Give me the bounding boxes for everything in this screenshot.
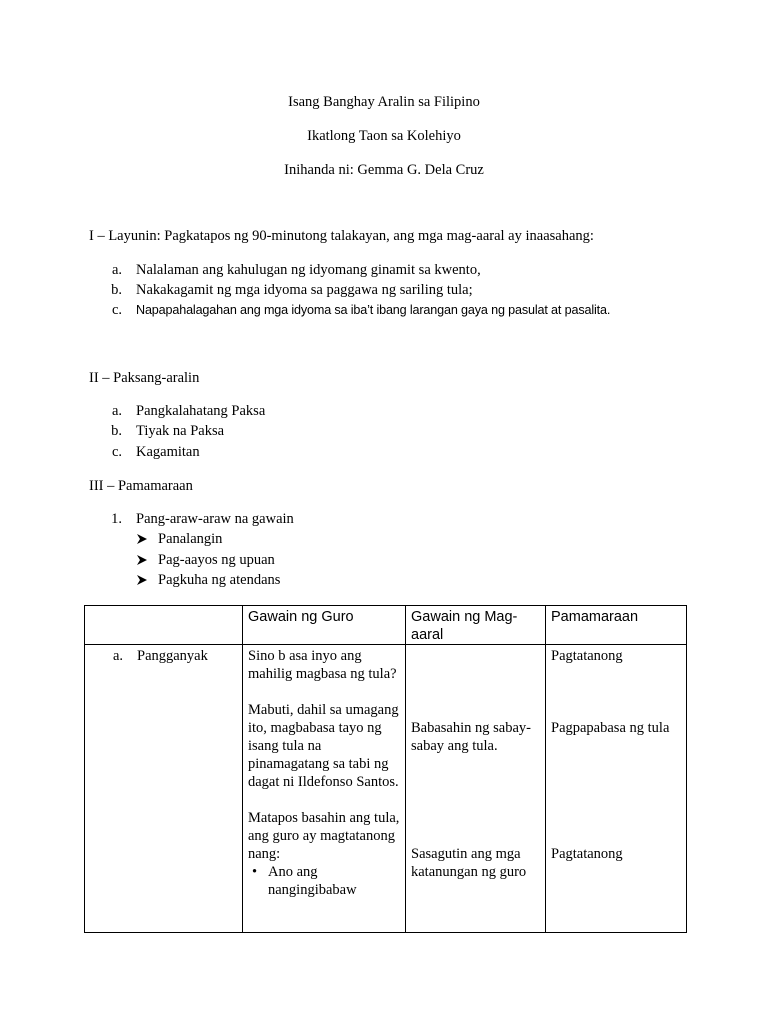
list-text: Nakakagamit ng mga idyoma sa paggawa ng sariling tula; bbox=[136, 282, 473, 298]
magaaral-line: Babasahin ng sabay-sabay ang tula. bbox=[411, 720, 531, 754]
row-label-text: Pangganyak bbox=[137, 648, 208, 664]
list-item: Pag-aayos ng upuan bbox=[158, 552, 275, 568]
row-label-letter: a. bbox=[113, 648, 124, 664]
list-text: Napapahalagahan ang mga idyoma sa iba’t ibang larangan gaya ng pasulat at pasalita. bbox=[136, 303, 611, 317]
table-header-cell: Gawain ng Guro bbox=[243, 606, 406, 645]
doc-level: Ikatlong Taon sa Kolehiyo bbox=[307, 128, 461, 144]
guro-line: Mabuti, dahil sa umagang ito, magbabasa tayo ng isang tula na pinamagatang sa tabi ng dagat ni Ildefonso Santos. bbox=[248, 702, 399, 790]
list-text: Nalalaman ang kahulugan ng idyomang ginamit sa kwento, bbox=[136, 262, 481, 278]
list-label: b. bbox=[111, 423, 122, 439]
list-text: Kagamitan bbox=[136, 444, 200, 460]
list-label: a. bbox=[111, 262, 122, 278]
guro-cell bbox=[243, 645, 406, 933]
arrow-bullet-icon bbox=[136, 554, 148, 566]
doc-title: Isang Banghay Aralin sa Filipino bbox=[288, 94, 480, 110]
pamamaraan-cell bbox=[546, 645, 687, 933]
section-2-heading: II – Paksang-aralin bbox=[89, 370, 200, 386]
list-label: c. bbox=[111, 444, 122, 460]
pamamaraan-line: Pagtatanong bbox=[551, 648, 623, 664]
lesson-plan-table bbox=[84, 605, 687, 933]
guro-bullet-list bbox=[248, 863, 400, 899]
table-row bbox=[85, 645, 687, 933]
guro-line: Matapos basahin ang tula, ang guro ay magtatanong nang: bbox=[248, 810, 400, 862]
magaaral-cell bbox=[406, 645, 546, 933]
step-text: Pang-araw-araw na gawain bbox=[136, 511, 294, 527]
arrow-bullet-icon bbox=[136, 574, 148, 586]
section-1-heading: I – Layunin: Pagkatapos ng 90-minutong talakayan, ang mga mag-aaral ay inaasahang: bbox=[89, 228, 594, 244]
list-text: Tiyak na Paksa bbox=[136, 423, 225, 439]
table-header-cell bbox=[85, 606, 243, 645]
arrow-bullet-icon bbox=[136, 533, 148, 545]
list-item: Pagkuha ng atendans bbox=[158, 572, 281, 588]
row-label-cell bbox=[85, 645, 243, 933]
magaaral-line: Sasagutin ang mga katanungan ng guro bbox=[411, 846, 527, 880]
section-3-heading: III – Pamamaraan bbox=[89, 478, 193, 494]
list-label: c. bbox=[111, 302, 122, 318]
pamamaraan-line: Pagtatanong bbox=[551, 846, 623, 862]
pamamaraan-line: Pagpapabasa ng tula bbox=[551, 720, 670, 736]
step-label: 1. bbox=[111, 511, 122, 527]
table-header-cell: Gawain ng Mag-aaral bbox=[406, 606, 546, 645]
list-item: • Ano ang nangingibabaw bbox=[268, 863, 400, 899]
list-label: a. bbox=[111, 403, 122, 419]
guro-line: Sino b asa inyo ang mahilig magbasa ng tula? bbox=[248, 648, 397, 682]
table-header-row bbox=[85, 606, 687, 645]
list-text: Pangkalahatang Paksa bbox=[136, 403, 266, 419]
table-header-cell: Pamamaraan bbox=[546, 606, 687, 645]
list-item: Panalangin bbox=[158, 531, 223, 547]
list-label: b. bbox=[111, 282, 122, 298]
doc-author: Inihanda ni: Gemma G. Dela Cruz bbox=[284, 162, 484, 178]
